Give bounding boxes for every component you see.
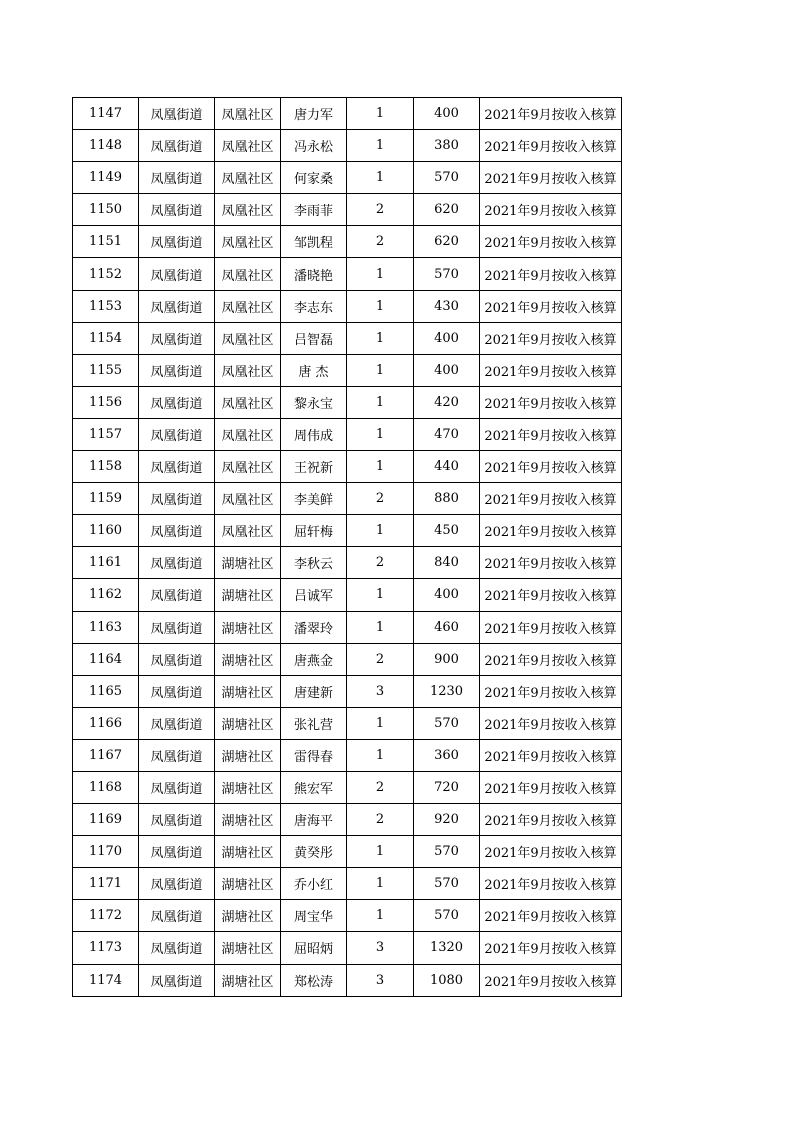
cell-name: 吕诚军 xyxy=(281,579,347,611)
cell-name: 冯永松 xyxy=(281,130,347,162)
cell-count: 1 xyxy=(347,739,414,771)
cell-name: 熊宏军 xyxy=(281,771,347,803)
cell-count: 2 xyxy=(347,483,414,515)
cell-count: 1 xyxy=(347,900,414,932)
cell-count: 1 xyxy=(347,451,414,483)
cell-street: 凤凰街道 xyxy=(139,354,215,386)
cell-count: 2 xyxy=(347,771,414,803)
cell-count: 1 xyxy=(347,354,414,386)
table-row xyxy=(73,515,622,547)
cell-id: 1158 xyxy=(73,451,139,483)
cell-street: 凤凰街道 xyxy=(139,868,215,900)
table-row xyxy=(73,579,622,611)
cell-amount: 420 xyxy=(414,386,480,418)
cell-amount: 400 xyxy=(414,354,480,386)
cell-count: 1 xyxy=(347,579,414,611)
cell-id: 1161 xyxy=(73,547,139,579)
table-row xyxy=(73,451,622,483)
cell-id: 1156 xyxy=(73,386,139,418)
cell-id: 1170 xyxy=(73,836,139,868)
cell-street: 凤凰街道 xyxy=(139,483,215,515)
cell-amount: 570 xyxy=(414,162,480,194)
cell-note: 2021年9月按收入核算 xyxy=(480,226,622,258)
cell-street: 凤凰街道 xyxy=(139,643,215,675)
cell-count: 1 xyxy=(347,836,414,868)
table-row xyxy=(73,836,622,868)
cell-amount: 360 xyxy=(414,739,480,771)
table-row xyxy=(73,771,622,803)
cell-name: 屈昭炳 xyxy=(281,932,347,964)
cell-amount: 1230 xyxy=(414,675,480,707)
table-row xyxy=(73,258,622,290)
cell-id: 1174 xyxy=(73,964,139,996)
cell-community: 湖塘社区 xyxy=(215,611,281,643)
table-row xyxy=(73,98,622,130)
cell-name: 唐建新 xyxy=(281,675,347,707)
table-row xyxy=(73,194,622,226)
table-row xyxy=(73,900,622,932)
cell-id: 1165 xyxy=(73,675,139,707)
cell-community: 凤凰社区 xyxy=(215,483,281,515)
cell-amount: 400 xyxy=(414,322,480,354)
cell-street: 凤凰街道 xyxy=(139,964,215,996)
cell-name: 何家桑 xyxy=(281,162,347,194)
cell-amount: 620 xyxy=(414,226,480,258)
cell-community: 凤凰社区 xyxy=(215,386,281,418)
cell-amount: 430 xyxy=(414,290,480,322)
cell-id: 1160 xyxy=(73,515,139,547)
cell-community: 湖塘社区 xyxy=(215,900,281,932)
cell-amount: 570 xyxy=(414,836,480,868)
cell-name: 李志东 xyxy=(281,290,347,322)
cell-street: 凤凰街道 xyxy=(139,258,215,290)
cell-name: 王祝新 xyxy=(281,451,347,483)
cell-name: 潘翠玲 xyxy=(281,611,347,643)
cell-id: 1171 xyxy=(73,868,139,900)
cell-note: 2021年9月按收入核算 xyxy=(480,515,622,547)
cell-community: 湖塘社区 xyxy=(215,579,281,611)
table-row xyxy=(73,643,622,675)
cell-note: 2021年9月按收入核算 xyxy=(480,707,622,739)
cell-count: 2 xyxy=(347,226,414,258)
cell-id: 1152 xyxy=(73,258,139,290)
cell-street: 凤凰街道 xyxy=(139,900,215,932)
cell-name: 唐海平 xyxy=(281,804,347,836)
cell-count: 1 xyxy=(347,130,414,162)
cell-amount: 720 xyxy=(414,771,480,803)
cell-street: 凤凰街道 xyxy=(139,451,215,483)
cell-id: 1154 xyxy=(73,322,139,354)
cell-count: 1 xyxy=(347,707,414,739)
cell-community: 凤凰社区 xyxy=(215,354,281,386)
cell-community: 凤凰社区 xyxy=(215,130,281,162)
cell-id: 1162 xyxy=(73,579,139,611)
cell-count: 1 xyxy=(347,386,414,418)
cell-community: 湖塘社区 xyxy=(215,547,281,579)
cell-id: 1150 xyxy=(73,194,139,226)
cell-amount: 400 xyxy=(414,579,480,611)
cell-count: 2 xyxy=(347,804,414,836)
cell-note: 2021年9月按收入核算 xyxy=(480,804,622,836)
cell-street: 凤凰街道 xyxy=(139,322,215,354)
cell-id: 1159 xyxy=(73,483,139,515)
table-row xyxy=(73,707,622,739)
table-row xyxy=(73,322,622,354)
cell-id: 1172 xyxy=(73,900,139,932)
cell-street: 凤凰街道 xyxy=(139,707,215,739)
cell-count: 1 xyxy=(347,162,414,194)
cell-note: 2021年9月按收入核算 xyxy=(480,290,622,322)
table-row xyxy=(73,386,622,418)
cell-community: 湖塘社区 xyxy=(215,836,281,868)
cell-amount: 880 xyxy=(414,483,480,515)
cell-note: 2021年9月按收入核算 xyxy=(480,451,622,483)
cell-note: 2021年9月按收入核算 xyxy=(480,258,622,290)
cell-id: 1166 xyxy=(73,707,139,739)
cell-community: 湖塘社区 xyxy=(215,868,281,900)
table-row xyxy=(73,868,622,900)
cell-amount: 620 xyxy=(414,194,480,226)
cell-note: 2021年9月按收入核算 xyxy=(480,836,622,868)
cell-name: 李美鲜 xyxy=(281,483,347,515)
cell-id: 1147 xyxy=(73,98,139,130)
cell-count: 1 xyxy=(347,868,414,900)
cell-street: 凤凰街道 xyxy=(139,611,215,643)
cell-count: 1 xyxy=(347,322,414,354)
cell-street: 凤凰街道 xyxy=(139,194,215,226)
table-row xyxy=(73,226,622,258)
cell-community: 凤凰社区 xyxy=(215,226,281,258)
cell-id: 1157 xyxy=(73,418,139,450)
cell-note: 2021年9月按收入核算 xyxy=(480,194,622,226)
cell-street: 凤凰街道 xyxy=(139,386,215,418)
cell-count: 2 xyxy=(347,547,414,579)
cell-community: 凤凰社区 xyxy=(215,290,281,322)
cell-community: 湖塘社区 xyxy=(215,804,281,836)
table-row xyxy=(73,290,622,322)
cell-note: 2021年9月按收入核算 xyxy=(480,547,622,579)
cell-name: 唐力军 xyxy=(281,98,347,130)
cell-note: 2021年9月按收入核算 xyxy=(480,386,622,418)
cell-name: 周宝华 xyxy=(281,900,347,932)
cell-name: 唐 杰 xyxy=(281,354,347,386)
table-row xyxy=(73,964,622,996)
cell-amount: 570 xyxy=(414,258,480,290)
cell-note: 2021年9月按收入核算 xyxy=(480,675,622,707)
cell-note: 2021年9月按收入核算 xyxy=(480,418,622,450)
cell-id: 1173 xyxy=(73,932,139,964)
table-row xyxy=(73,354,622,386)
cell-amount: 570 xyxy=(414,707,480,739)
cell-amount: 570 xyxy=(414,900,480,932)
table-row xyxy=(73,804,622,836)
cell-count: 1 xyxy=(347,418,414,450)
cell-name: 黄癸彤 xyxy=(281,836,347,868)
table-row xyxy=(73,739,622,771)
cell-amount: 920 xyxy=(414,804,480,836)
cell-id: 1151 xyxy=(73,226,139,258)
cell-amount: 450 xyxy=(414,515,480,547)
cell-name: 李雨菲 xyxy=(281,194,347,226)
table-row xyxy=(73,130,622,162)
cell-note: 2021年9月按收入核算 xyxy=(480,579,622,611)
cell-note: 2021年9月按收入核算 xyxy=(480,130,622,162)
cell-name: 乔小红 xyxy=(281,868,347,900)
cell-note: 2021年9月按收入核算 xyxy=(480,868,622,900)
cell-count: 1 xyxy=(347,98,414,130)
cell-name: 周伟成 xyxy=(281,418,347,450)
cell-community: 凤凰社区 xyxy=(215,162,281,194)
table-row xyxy=(73,483,622,515)
cell-community: 湖塘社区 xyxy=(215,675,281,707)
cell-note: 2021年9月按收入核算 xyxy=(480,932,622,964)
cell-amount: 1080 xyxy=(414,964,480,996)
cell-count: 3 xyxy=(347,964,414,996)
cell-note: 2021年9月按收入核算 xyxy=(480,322,622,354)
cell-community: 湖塘社区 xyxy=(215,707,281,739)
cell-id: 1168 xyxy=(73,771,139,803)
cell-community: 凤凰社区 xyxy=(215,451,281,483)
cell-count: 1 xyxy=(347,258,414,290)
cell-note: 2021年9月按收入核算 xyxy=(480,98,622,130)
cell-amount: 380 xyxy=(414,130,480,162)
table-row xyxy=(73,611,622,643)
cell-note: 2021年9月按收入核算 xyxy=(480,611,622,643)
cell-street: 凤凰街道 xyxy=(139,226,215,258)
cell-id: 1169 xyxy=(73,804,139,836)
cell-count: 2 xyxy=(347,194,414,226)
table-body xyxy=(73,98,622,997)
cell-community: 凤凰社区 xyxy=(215,418,281,450)
cell-name: 李秋云 xyxy=(281,547,347,579)
cell-name: 张礼营 xyxy=(281,707,347,739)
cell-amount: 470 xyxy=(414,418,480,450)
cell-name: 黎永宝 xyxy=(281,386,347,418)
cell-street: 凤凰街道 xyxy=(139,98,215,130)
cell-id: 1167 xyxy=(73,739,139,771)
cell-community: 湖塘社区 xyxy=(215,739,281,771)
cell-street: 凤凰街道 xyxy=(139,130,215,162)
table-row xyxy=(73,162,622,194)
cell-community: 凤凰社区 xyxy=(215,322,281,354)
data-table xyxy=(72,97,622,997)
cell-note: 2021年9月按收入核算 xyxy=(480,643,622,675)
cell-count: 1 xyxy=(347,515,414,547)
table-row xyxy=(73,418,622,450)
cell-name: 邹凯程 xyxy=(281,226,347,258)
cell-note: 2021年9月按收入核算 xyxy=(480,900,622,932)
cell-note: 2021年9月按收入核算 xyxy=(480,739,622,771)
cell-community: 湖塘社区 xyxy=(215,964,281,996)
cell-community: 湖塘社区 xyxy=(215,932,281,964)
cell-id: 1164 xyxy=(73,643,139,675)
cell-street: 凤凰街道 xyxy=(139,290,215,322)
cell-count: 1 xyxy=(347,611,414,643)
cell-street: 凤凰街道 xyxy=(139,162,215,194)
table-row xyxy=(73,675,622,707)
cell-street: 凤凰街道 xyxy=(139,771,215,803)
cell-name: 吕智磊 xyxy=(281,322,347,354)
cell-street: 凤凰街道 xyxy=(139,804,215,836)
cell-note: 2021年9月按收入核算 xyxy=(480,354,622,386)
cell-street: 凤凰街道 xyxy=(139,579,215,611)
cell-id: 1153 xyxy=(73,290,139,322)
cell-street: 凤凰街道 xyxy=(139,932,215,964)
cell-note: 2021年9月按收入核算 xyxy=(480,771,622,803)
cell-community: 凤凰社区 xyxy=(215,258,281,290)
cell-name: 屈轩梅 xyxy=(281,515,347,547)
cell-amount: 460 xyxy=(414,611,480,643)
cell-name: 潘晓艳 xyxy=(281,258,347,290)
cell-amount: 1320 xyxy=(414,932,480,964)
table-row xyxy=(73,547,622,579)
cell-street: 凤凰街道 xyxy=(139,836,215,868)
cell-street: 凤凰街道 xyxy=(139,739,215,771)
cell-id: 1149 xyxy=(73,162,139,194)
cell-street: 凤凰街道 xyxy=(139,515,215,547)
cell-count: 3 xyxy=(347,675,414,707)
cell-count: 2 xyxy=(347,643,414,675)
cell-note: 2021年9月按收入核算 xyxy=(480,162,622,194)
cell-name: 郑松涛 xyxy=(281,964,347,996)
cell-note: 2021年9月按收入核算 xyxy=(480,483,622,515)
cell-name: 唐燕金 xyxy=(281,643,347,675)
cell-community: 凤凰社区 xyxy=(215,194,281,226)
cell-amount: 400 xyxy=(414,98,480,130)
cell-community: 湖塘社区 xyxy=(215,771,281,803)
cell-community: 湖塘社区 xyxy=(215,643,281,675)
cell-street: 凤凰街道 xyxy=(139,418,215,450)
cell-community: 凤凰社区 xyxy=(215,98,281,130)
cell-amount: 840 xyxy=(414,547,480,579)
cell-name: 雷得春 xyxy=(281,739,347,771)
cell-count: 3 xyxy=(347,932,414,964)
cell-note: 2021年9月按收入核算 xyxy=(480,964,622,996)
cell-street: 凤凰街道 xyxy=(139,675,215,707)
cell-community: 凤凰社区 xyxy=(215,515,281,547)
table-row xyxy=(73,932,622,964)
cell-id: 1148 xyxy=(73,130,139,162)
cell-street: 凤凰街道 xyxy=(139,547,215,579)
cell-id: 1155 xyxy=(73,354,139,386)
cell-id: 1163 xyxy=(73,611,139,643)
cell-amount: 900 xyxy=(414,643,480,675)
cell-amount: 440 xyxy=(414,451,480,483)
cell-count: 1 xyxy=(347,290,414,322)
cell-amount: 570 xyxy=(414,868,480,900)
